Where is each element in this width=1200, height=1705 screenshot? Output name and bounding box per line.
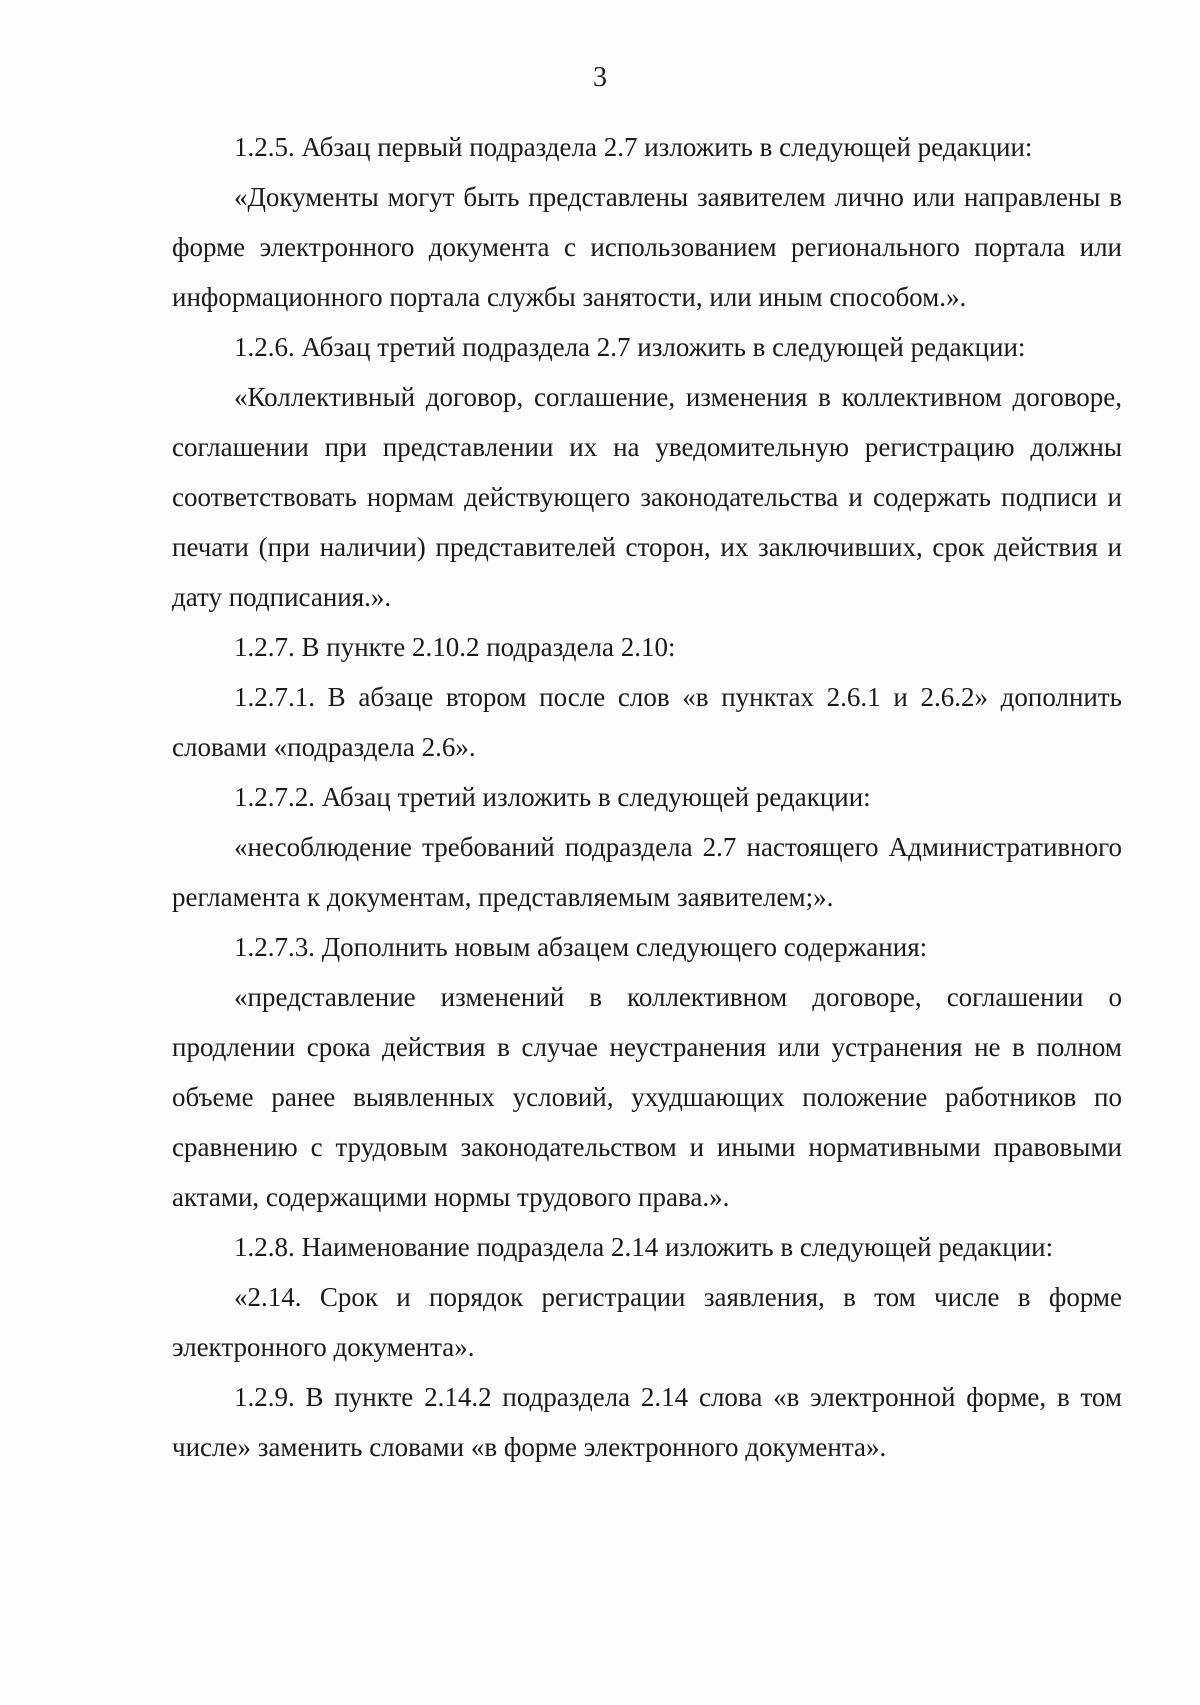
- paragraph-1-2-8: 1.2.8. Наименование подраздела 2.14 изложить в следующей редакции:: [234, 1232, 1054, 1262]
- paragraph-1-2-7-1: 1.2.7.1. В абзаце втором после слов «в пунктах 2.6.1 и 2.6.2» дополнить словами «подраздела 2.6».: [172, 682, 1122, 762]
- paragraph-1-2-7-2: 1.2.7.2. Абзац третий изложить в следующей редакции:: [234, 782, 871, 812]
- quote-documents-submission: «Документы могут быть представлены заявителем лично или направлены в форме электронного документа с использованием регионального портала или информационного портала службы занятости, или иным способом.».: [172, 182, 1122, 312]
- paragraph-1-2-5: 1.2.5. Абзац первый подраздела 2.7 изложить в следующей редакции:: [234, 132, 1033, 162]
- paragraph-1-2-7-3: 1.2.7.3. Дополнить новым абзацем следующего содержания:: [234, 932, 928, 962]
- paragraph-1-2-6: 1.2.6. Абзац третий подраздела 2.7 изложить в следующей редакции:: [234, 332, 1026, 362]
- paragraph-1-2-7: 1.2.7. В пункте 2.10.2 подраздела 2.10:: [234, 632, 676, 662]
- quote-noncompliance: «несоблюдение требований подраздела 2.7 настоящего Административного регламента к документам, представляемым заявителем;».: [172, 832, 1122, 912]
- document-body: [172, 122, 1122, 1472]
- quote-collective-agreement: «Коллективный договор, соглашение, изменения в коллективном договоре, соглашении при представлении их на уведомительную регистрацию должны соответствовать нормам действующего законодательства и содержать подписи и печати (при наличии) представителей сторон, их заключивших, срок действия и дату подписания.».: [172, 382, 1122, 612]
- quote-section-2-14-title: «2.14. Срок и порядок регистрации заявления, в том числе в форме электронного документа».: [172, 1282, 1122, 1362]
- paragraph-1-2-9: 1.2.9. В пункте 2.14.2 подраздела 2.14 слова «в электронной форме, в том числе» заменить словами «в форме электронного документа».: [172, 1382, 1122, 1462]
- page-number: 3: [593, 62, 607, 93]
- quote-changes-submission: «представление изменений в коллективном договоре, соглашении о продлении срока действия в случае неустранения или устранения не в полном объеме ранее выявленных условий, ухудшающих положение работников по сравнению с трудовым законодательством и иными нормативными правовыми актами, содержащими нормы трудового права.».: [172, 982, 1122, 1212]
